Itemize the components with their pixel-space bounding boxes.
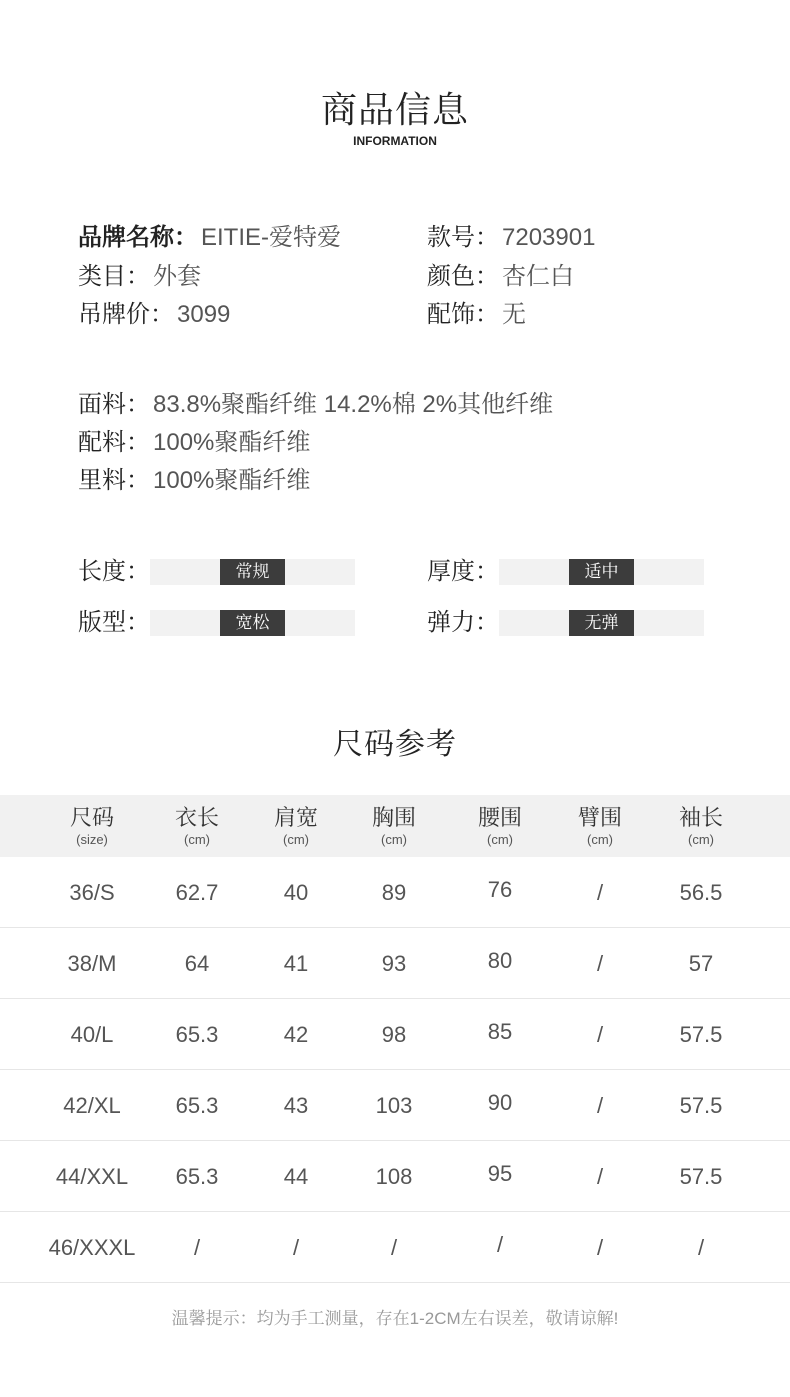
cell-length: 64 bbox=[184, 951, 210, 976]
attr-stretch bbox=[427, 608, 717, 638]
column-name: 尺码 bbox=[69, 805, 114, 830]
cell-size: 36/S bbox=[69, 880, 115, 905]
cell-sleeve: 57.5 bbox=[679, 1164, 723, 1189]
thickness-scale-bar bbox=[499, 559, 704, 585]
column-unit: (cm) bbox=[487, 832, 513, 847]
cell-length: 62.7 bbox=[175, 880, 219, 905]
cell-length: 65.3 bbox=[175, 1093, 219, 1118]
length-scale-highlight: 常规 bbox=[220, 559, 284, 585]
column-unit: (cm) bbox=[688, 832, 714, 847]
attr-label: 版型： bbox=[78, 609, 150, 636]
info-label: 品牌名称： bbox=[78, 224, 198, 251]
info-label: 吊牌价： bbox=[78, 301, 174, 328]
info-color bbox=[427, 262, 574, 292]
cell-size: 40/L bbox=[70, 1022, 114, 1047]
attr-thickness bbox=[427, 557, 717, 587]
cell-sleeve: 57.5 bbox=[679, 1093, 723, 1118]
cell-sleeve: / bbox=[697, 1235, 705, 1260]
column-header-chest bbox=[344, 795, 444, 857]
info-value: 3099 bbox=[177, 301, 231, 328]
column-unit: (cm) bbox=[587, 832, 613, 847]
cell-arm: / bbox=[596, 1235, 604, 1260]
stretch-scale-highlight: 无弹 bbox=[569, 610, 633, 636]
cell-shoulder: 41 bbox=[283, 951, 309, 976]
cell-sleeve: 57 bbox=[688, 951, 714, 976]
size-row bbox=[0, 1141, 790, 1212]
column-name: 肩宽 bbox=[273, 805, 318, 830]
column-header-size bbox=[42, 795, 142, 857]
cell-shoulder: 43 bbox=[283, 1093, 309, 1118]
column-header-arm bbox=[550, 795, 650, 857]
cell-waist: / bbox=[496, 1232, 504, 1257]
cell-chest: / bbox=[390, 1235, 398, 1260]
cell-arm: / bbox=[596, 880, 604, 905]
size-row bbox=[0, 857, 790, 928]
cell-size: 42/XL bbox=[63, 1093, 121, 1118]
info-label: 类目： bbox=[78, 263, 150, 290]
column-unit: (cm) bbox=[283, 832, 309, 847]
attr-label: 厚度： bbox=[427, 558, 499, 585]
column-name: 衣长 bbox=[174, 805, 219, 830]
material-fabric bbox=[78, 390, 553, 420]
attr-fit bbox=[78, 608, 368, 638]
cell-chest: 93 bbox=[381, 951, 407, 976]
cell-waist: 85 bbox=[487, 1019, 513, 1044]
material-value: 100%聚酯纤维 bbox=[153, 467, 311, 494]
column-header-waist bbox=[450, 795, 550, 857]
column-header-sleeve bbox=[651, 795, 751, 857]
column-unit: (cm) bbox=[184, 832, 210, 847]
material-value: 83.8%聚酯纤维 14.2%棉 2%其他纤维 bbox=[153, 391, 554, 418]
fit-scale-bar bbox=[150, 610, 355, 636]
column-header-length bbox=[147, 795, 247, 857]
info-label: 颜色： bbox=[427, 263, 499, 290]
cell-arm: / bbox=[596, 1022, 604, 1047]
page-title: 商品信息 bbox=[320, 89, 469, 130]
cell-arm: / bbox=[596, 1093, 604, 1118]
info-label: 款号： bbox=[427, 224, 499, 251]
attr-label: 弹力： bbox=[427, 609, 499, 636]
cell-arm: / bbox=[596, 1164, 604, 1189]
column-name: 袖长 bbox=[678, 805, 723, 830]
info-accessories bbox=[427, 300, 526, 330]
cell-chest: 98 bbox=[381, 1022, 407, 1047]
cell-sleeve: 57.5 bbox=[679, 1022, 723, 1047]
cell-size: 46/XXXL bbox=[48, 1235, 136, 1260]
column-unit: (size) bbox=[76, 832, 108, 847]
cell-waist: 76 bbox=[487, 877, 513, 902]
material-lining bbox=[78, 466, 310, 496]
thickness-scale-highlight: 适中 bbox=[569, 559, 633, 585]
page-subtitle: INFORMATION bbox=[353, 134, 437, 148]
cell-sleeve: 56.5 bbox=[679, 880, 723, 905]
info-category bbox=[78, 262, 201, 292]
measurement-note: 温馨提示：均为手工测量，存在1-2CM左右误差，敬请谅解! bbox=[171, 1309, 619, 1328]
cell-shoulder: 40 bbox=[283, 880, 309, 905]
length-scale-bar bbox=[150, 559, 355, 585]
material-label: 配料： bbox=[78, 429, 150, 456]
info-tag-price bbox=[78, 300, 230, 330]
column-header-shoulder bbox=[246, 795, 346, 857]
info-value: 杏仁白 bbox=[502, 263, 574, 290]
cell-size: 44/XXL bbox=[55, 1164, 129, 1189]
material-label: 面料： bbox=[78, 391, 150, 418]
cell-shoulder: / bbox=[292, 1235, 300, 1260]
cell-shoulder: 44 bbox=[283, 1164, 309, 1189]
size-table-header bbox=[0, 795, 790, 857]
info-value: EITIE-爱特爱 bbox=[201, 224, 342, 251]
cell-waist: 80 bbox=[487, 948, 513, 973]
material-trim bbox=[78, 428, 310, 458]
column-name: 腰围 bbox=[477, 805, 522, 830]
material-value: 100%聚酯纤维 bbox=[153, 429, 311, 456]
cell-arm: / bbox=[596, 951, 604, 976]
column-name: 胸围 bbox=[371, 805, 416, 830]
cell-length: / bbox=[193, 1235, 201, 1260]
fit-scale-highlight: 宽松 bbox=[220, 610, 284, 636]
cell-chest: 108 bbox=[375, 1164, 413, 1189]
info-value: 无 bbox=[502, 301, 526, 328]
info-brand bbox=[78, 223, 341, 253]
cell-size: 38/M bbox=[67, 951, 117, 976]
cell-length: 65.3 bbox=[175, 1164, 219, 1189]
size-row bbox=[0, 1070, 790, 1141]
attr-label: 长度： bbox=[78, 558, 150, 585]
cell-waist: 95 bbox=[487, 1161, 513, 1186]
material-label: 里料： bbox=[78, 467, 150, 494]
cell-shoulder: 42 bbox=[283, 1022, 309, 1047]
cell-chest: 89 bbox=[381, 880, 407, 905]
info-label: 配饰： bbox=[427, 301, 499, 328]
size-row bbox=[0, 928, 790, 999]
stretch-scale-bar bbox=[499, 610, 704, 636]
size-row bbox=[0, 1212, 790, 1283]
size-table-title: 尺码参考 bbox=[333, 728, 457, 761]
info-style-number bbox=[427, 223, 595, 253]
column-unit: (cm) bbox=[381, 832, 407, 847]
attr-length bbox=[78, 557, 368, 587]
column-name: 臂围 bbox=[577, 805, 622, 830]
cell-waist: 90 bbox=[487, 1090, 513, 1115]
cell-chest: 103 bbox=[375, 1093, 413, 1118]
info-value: 外套 bbox=[153, 263, 201, 290]
info-value: 7203901 bbox=[502, 224, 596, 251]
cell-length: 65.3 bbox=[175, 1022, 219, 1047]
size-row bbox=[0, 999, 790, 1070]
